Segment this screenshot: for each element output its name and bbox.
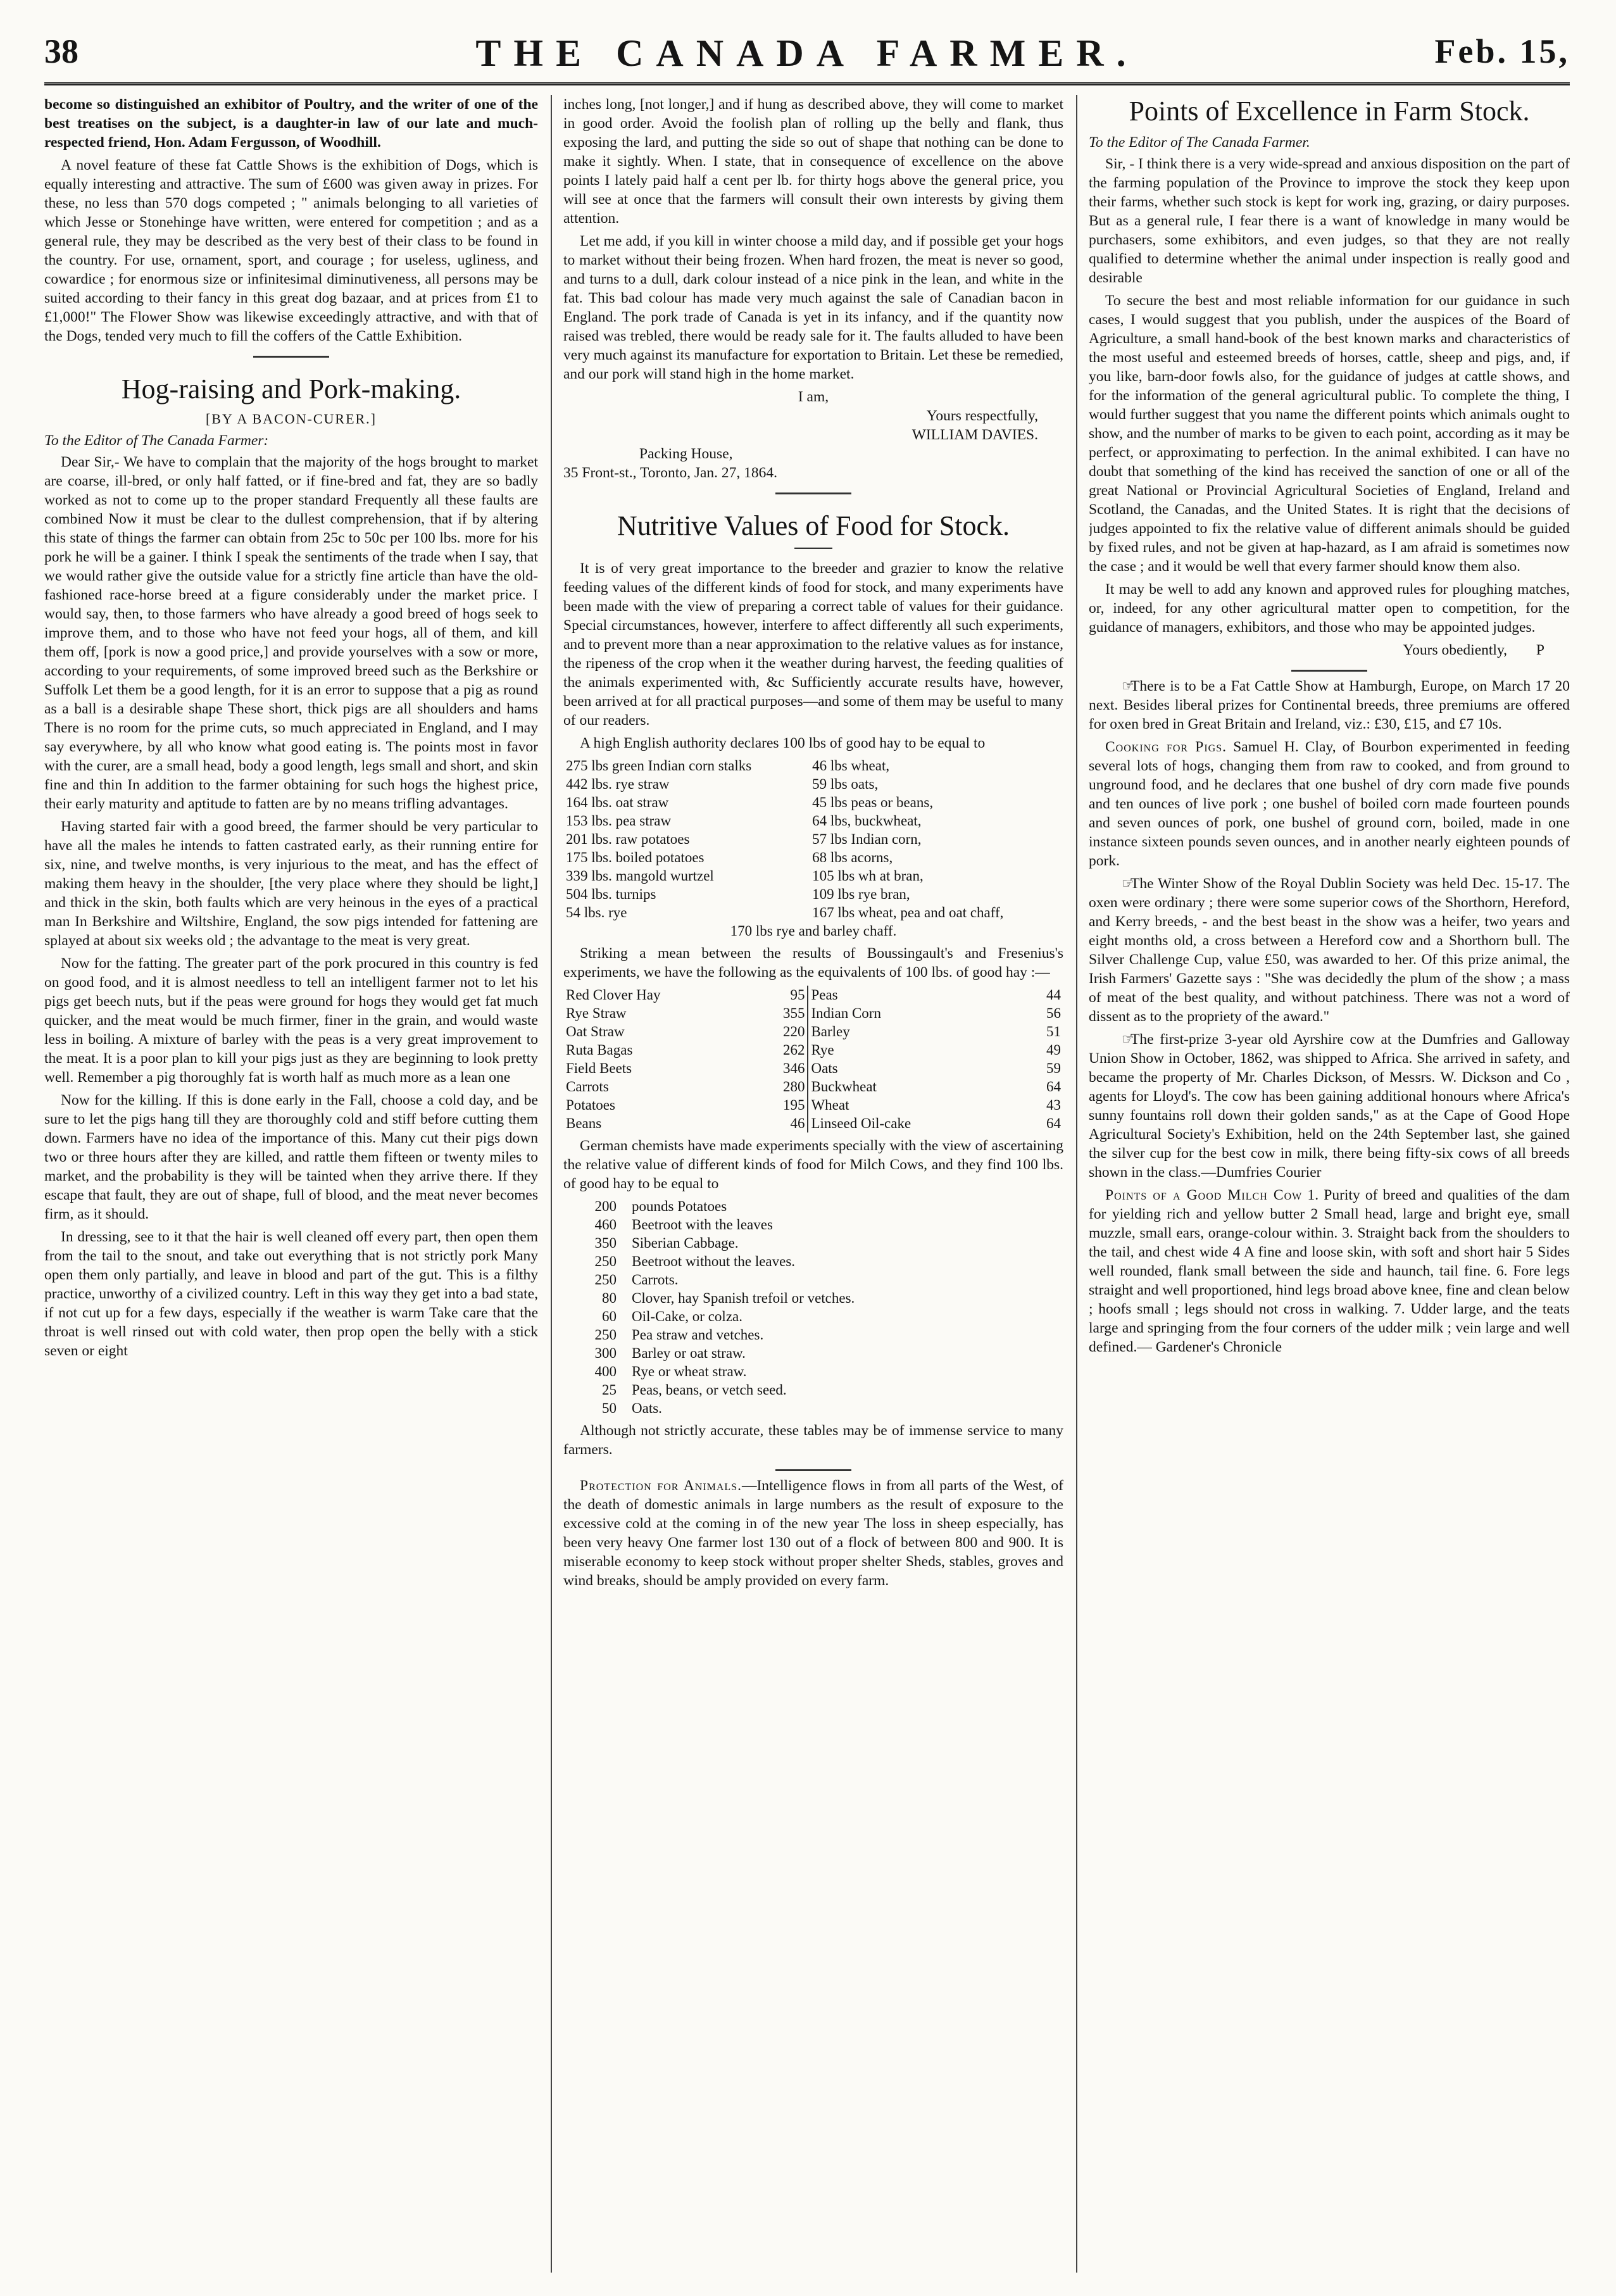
section-divider (253, 356, 329, 358)
table-cell: 300 (594, 1345, 617, 1361)
table-cell: Wheat (808, 1096, 1014, 1114)
newspaper-title: THE CANADA FARMER. (475, 32, 1139, 74)
table-cell: 350 (594, 1235, 617, 1251)
article-paragraph: Now for the fatting. The greater part of the pork procured in this country is fed on good food, and it is almost needless to tell an intelligent farmer not to let his pigs get beech nuts, but if the peas were ground for hogs they would get fat much quicker, and the meat would be much firmer, finer in the grain, and would waste less in boiling. A mixture of barley with the peas is a very great improvement to the meat. It is a poor plan to kill your pigs just as they are beginning to look pretty well. Remember a pig thoroughly fat is worth half as much more as a lean one (44, 955, 538, 1086)
article-paragraph: A high English authority declares 100 lbs of good hay to be equal to (580, 735, 986, 751)
table-cell: 46 (790, 1115, 805, 1131)
table-cell: 220 (782, 1024, 805, 1039)
table-row (563, 1197, 1063, 1215)
table-row (563, 1022, 1063, 1041)
table-cell: 167 lbs wheat, pea and oat chaff, (812, 905, 1004, 920)
table-cell: Oats. (632, 1400, 662, 1416)
table-cell: 44 (1046, 987, 1061, 1003)
letter-closing: I am, (798, 389, 829, 405)
paragraph-body: The Winter Show of the Royal Dublin Society was held Dec. 15-17. The oxen were ordinary ; there were some superior cows of the Shorthorn, Hereford, and Kerry breeds, - and the best beast in the show was a heifer, two years and eight months old, a cross between a Hereford cow and a Shorthorn bull. The Silver Challenge Cup, value £50, was awarded to her. Of this prize animal, the Irish Farmers' Gazette says : "She was decidedly the plum of the show ; a mass of meat of the best quality, and without patchiness. There was not a word of dissent as to the propriety of the award." (1089, 875, 1570, 1025)
letter-closing (1089, 641, 1570, 660)
article-paragraph (1089, 874, 1570, 1026)
table-row (563, 793, 1063, 812)
letter-closing: Yours respectfully, (926, 408, 1038, 424)
table-cell: 50 (602, 1400, 617, 1416)
table-cell: 80 (602, 1290, 617, 1306)
table-cell: 250 (594, 1253, 617, 1269)
table-cell: 49 (1046, 1042, 1061, 1058)
table-row (563, 1399, 1063, 1417)
table-cell: Barley or oat straw. (632, 1345, 746, 1361)
paragraph-lead: Protection for Animals. (580, 1477, 742, 1494)
table-cell: Potatoes (566, 1097, 615, 1113)
masthead (44, 25, 1570, 85)
letter-signature: WILLIAM DAVIES. (911, 427, 1038, 443)
table-cell: Siberian Cabbage. (632, 1235, 739, 1251)
table-cell: Red Clover Hay (566, 987, 661, 1003)
article-paragraph (1089, 1186, 1570, 1357)
article-paragraph: Dear Sir,- We have to complain that the majority of the hogs brought to market are coarse, ill-bred, or only half fatted, or if fine-bred and fat, they are so badly worked as not to come up to the proper standard Frequently all these faults are combined Now it must be clear to the dullest comprehension, that if by altering this state of things the farmer can obtain from 25c to 50c per 100 lbs. more for his pork he will be a gainer. I think I speak the sentiments of the trade when I say, that we would rather give the outside value for a strictly fine article than have the old-fashioned race-horse breed at a figure considerably under the market price. I would say, then, to those farmers who have already a good breed of hogs seek to improve them, and to those who have not feed your hogs, all of them, and kill them off, [pork is now a good price,] and provide yourselves with a sow or more, according to your requirements, of some improved breed such as the Berkshire or Suffolk Let them be a good length, for it is an error to suppose that a pig as round as a ball is a desirable shape These short, thick pigs are all shoulders and hams There is no room for the prime cuts, so much appreciated in England, and I may say everywhere, by all who know what good eating is. The points most in favor with the curer, are a small head, body a good length, legs small and short, and skin fine and thin In addition to the farmer obtaining for such hogs the highest price, their early maturity and aptitude to fatten are by no means trifling advantages. (44, 454, 538, 812)
boussingault-table (563, 986, 1063, 1132)
table-row (563, 848, 1063, 867)
table-cell: Rye or wheat straw. (632, 1364, 747, 1379)
article-paragraph: German chemists have made experiments specially with the view of ascertaining the relative value of different kinds of food for Milch Cows, and they find 100 lbs. of good hay to be equal to (563, 1138, 1063, 1192)
table-cell: 164 lbs. oat straw (566, 794, 669, 810)
table-cell: Barley (808, 1022, 1014, 1041)
table-row (563, 1059, 1063, 1077)
article-paragraph (1089, 1030, 1570, 1182)
table-cell: 56 (1046, 1005, 1061, 1021)
table-cell: 153 lbs. pea straw (566, 813, 672, 829)
table-footnote: 170 lbs rye and barley chaff. (730, 923, 897, 939)
byline: [BY A BACON-CURER.] (205, 411, 377, 427)
table-cell: 109 lbs rye bran, (812, 886, 910, 902)
table-cell: 46 lbs wheat, (812, 758, 890, 774)
page-number: 38 (44, 32, 78, 70)
table-cell: Beans (566, 1115, 602, 1131)
letter-address: Packing House, (639, 446, 733, 462)
hay-equivalents-table (563, 756, 1063, 922)
salutation: To the Editor of The Canada Farmer: (44, 432, 269, 449)
table-cell: 346 (782, 1060, 805, 1076)
pointing-hand-icon: ☞ (1122, 875, 1134, 891)
column-rule (551, 95, 552, 2273)
table-row (563, 1004, 1063, 1022)
article-paragraph: To secure the best and most reliable information for our guidance in such cases, I would suggest that you publish, under the auspices of the Board of Agriculture, a small hand-book of the best known marks and characteristics of the most useful and esteemed breeds of horses, cattle, sheep and pigs, and, if you like, barn-door fowls also, for the guidance of judges at cattle shows, and for the information of the general agricultural public. To complete the thing, I would further suggest that you name the different points which animals ought to show, and the number of marks to be given to each point, according as it may be perfect, or approximating to perfection. In the animal exhibited. I can have no doubt that something of the kind has received the sanction of one or all of the great National or Provincial Agricultural Societies of England, Ireland and Scotland, the Canadas, and the United States. It is right that the decisions of judges appointed to fix the relative value of different animals should be guided by fixed rules, and not be given at hap-hazard, as I am afraid is sometimes now the case ; and it would be well that every farmer should know them also. (1089, 292, 1570, 575)
table-row (563, 1307, 1063, 1326)
table-cell: 68 lbs acorns, (812, 850, 893, 865)
table-cell: 460 (594, 1217, 617, 1233)
table-cell: 95 (790, 987, 805, 1003)
table-row (563, 885, 1063, 903)
table-row (563, 1114, 1063, 1132)
section-divider (794, 548, 832, 549)
section-divider (1291, 670, 1367, 672)
table-cell: 504 lbs. turnips (566, 886, 656, 902)
table-cell: Pea straw and vetches. (632, 1327, 764, 1343)
article-paragraph (563, 1476, 1063, 1590)
table-cell: 201 lbs. raw potatoes (566, 831, 690, 847)
table-cell: 25 (602, 1382, 617, 1398)
table-cell: 59 (1046, 1060, 1061, 1076)
paragraph-body: 1. Purity of breed and qualities of the dam for yielding rich and yellow butter 2 Small head, large and bright eye, small muzzle, small ears, orange-colour within. 3. Straight back from the shoulders to the tail, and chest wide 4 A fine and loose skin, with soft and short hair 5 Sides well rounded, flank small between the side and haunch, tail fine. 6. Fore legs straight and well proportioned, hind legs broad above knee, fine and clean below ; hoofs small ; legs should not cross in walking. 7. Udder large, and the teats large and springing from the four corners of the udder milk ; vein large and well defined.— Gardener's Chronicle (1089, 1187, 1570, 1355)
table-row (563, 1041, 1063, 1059)
table-cell: Ruta Bagas (566, 1042, 633, 1058)
table-cell: Oat Straw (566, 1024, 625, 1039)
article-paragraph: Striking a mean between the results of Boussingault's and Fresenius's experiments, we have the following as the equivalents of 100 lbs. of good hay :— (563, 945, 1063, 981)
table-row (563, 1234, 1063, 1252)
article-paragraph: Having started fair with a good breed, the farmer should be very particular to have all the males he intends to fatten castrated early, as their running entire for six, nine, and twelve months, is very injurious to the meat, and has the effect of making them heavy in the shoulder, [the very place where they should be light,] and thick in the skin, both faults which are very heinous in the eyes of a practical man In Berkshire and Wiltshire, England, the sow pigs intended for fattening are splayed at about six weeks old ; the advantage to the meat is very great. (44, 819, 538, 949)
article-paragraph: In dressing, see to it that the hair is well cleaned off every part, then open them from the tail to the snout, and take out everything that is not strictly pork Many open them only partially, and leave in blood and part of the gut. This is a filthy practice, unworthy of a civilized country. Left in this way they get into a bad state, if not cut up for a few days, especially if the weather is warm Take care that the throat is well rinsed out with cold water, then prop open the belly with a stick seven or eight (44, 1229, 538, 1359)
column-3 (1089, 95, 1570, 2273)
table-cell: 175 lbs. boiled potatoes (566, 850, 705, 865)
table-cell: 59 lbs oats, (812, 776, 879, 792)
table-row (563, 1077, 1063, 1096)
table-cell: 64 lbs, buckwheat, (812, 813, 922, 829)
table-cell: pounds Potatoes (632, 1198, 727, 1214)
article-paragraph: It may be well to add any known and approved rules for ploughing matches, or, indeed, for any other agricultural matter open to competition, for the guidance of managers, exhibitors, and those who may be appointed judges. (1089, 581, 1570, 636)
article-heading: Hog-raising and Pork-making. (121, 373, 461, 405)
table-row (563, 1096, 1063, 1114)
table-cell: Beetroot with the leaves (632, 1217, 773, 1233)
pointing-hand-icon: ☞ (1122, 678, 1134, 694)
table-row (563, 1362, 1063, 1381)
article-paragraph: Let me add, if you kill in winter choose a mild day, and if possible get your hogs to market without their being frozen. When hard frozen, the meat is never so good, and turns to a dull, dark colour instead of a nice pink in the lean, and white in the fat. This bad colour has made very much against the sale of Canadian bacon in England. The pork trade of Canada is yet in its infancy, and if the quantity now raised was trebled, there would be ready sale for it. The faults alluded to have been very much against its manufacture for exportation to Britain. Let these be remedied, and our pork will stand high in the home market. (563, 233, 1063, 382)
closing-text: Yours obediently, (1403, 642, 1508, 658)
column-1 (44, 95, 538, 2273)
article-heading: Points of Excellence in Farm Stock. (1129, 96, 1530, 127)
milch-cow-table (563, 1197, 1063, 1417)
table-cell: Rye (808, 1041, 1014, 1059)
salutation: To the Editor of The Canada Farmer. (1089, 134, 1310, 151)
table-cell: Oil-Cake, or colza. (632, 1308, 742, 1324)
table-row (563, 756, 1063, 775)
table-cell: 250 (594, 1272, 617, 1288)
issue-date: Feb. 15, (1434, 32, 1570, 70)
paragraph-body: Samuel H. Clay, of Bourbon experimented in feeding several lots of hogs, changing them from raw to cooked, and from ground to unground food, and he declares that one bushel of dry corn made five pounds and ten ounces of live pork ; one bushel of boiled corn made fourteen pounds and seven ounces of pork, one bushel of ground corn, boiled, made in one instance sixteen pounds seven ounces, and in another nearly eighteen pounds of pork. (1089, 739, 1570, 869)
table-cell: 200 (594, 1198, 617, 1214)
paragraph-lead: Cooking for Pigs. (1105, 739, 1227, 755)
table-cell: 64 (1046, 1115, 1061, 1131)
article-paragraph: A novel feature of these fat Cattle Shows is the exhibition of Dogs, which is equally interesting and attractive. The sum of £600 was given away in prizes. For these, no less than 570 dogs competed ; " animals belonging to all varieties of which Jesse or Stonehinge have written, were entered for competition ; and as a general rule, they may be described as the very best of their class to be found in the country. For use, ornament, sport, and courage ; for useless, ugliness, and cowardice ; for enormous size or infinitesimal diminutiveness, all persons may be suited according to their fancy in this great dog bazaar, and at prices from £1 to £1,000!" The Flower Show was likewise exceedingly attractive, and with that of the Dogs, tended very much to fill the coffers of the Cattle Exhibition. (44, 157, 538, 344)
table-cell: Beetroot without the leaves. (632, 1253, 796, 1269)
article-heading: Nutritive Values of Food for Stock. (617, 510, 1010, 541)
article-paragraph: Now for the killing. If this is done early in the Fall, choose a cold day, and be sure to let the pigs hang till they are thoroughly cold and stiff before cutting them down. Farmers have no idea of the importance of this. Many cut their pigs down two or three hours after they are killed, and rattle them fifteen or twenty miles to market, and the probability is they will be tainted when they arrive there. If they escape that fault, they are out of shape, full of blood, and the meat never becomes firm, as it should. (44, 1092, 538, 1222)
table-row (563, 903, 1063, 922)
table-cell: 442 lbs. rye straw (566, 776, 670, 792)
table-row (563, 812, 1063, 830)
table-cell: 43 (1046, 1097, 1061, 1113)
letter-address: 35 Front-st., Toronto, Jan. 27, 1864. (563, 465, 778, 481)
pointing-hand-icon: ☞ (1122, 1031, 1134, 1047)
table-cell: 64 (1046, 1079, 1061, 1095)
table-cell: Oats (808, 1059, 1014, 1077)
table-cell: 355 (782, 1005, 805, 1021)
table-row (563, 830, 1063, 848)
article-paragraph: It is of very great importance to the breeder and grazier to know the relative feeding values of the different kinds of food for stock, and many experiments have been made with the view of preparing a correct table of values for their guidance. Special circumstances, however, interfere to affect differently all such experiments, and to prevent more than a near approximation to the relative values as for instance, the ripeness of the crop when it the weather during harvest, the feeding qualities of the animals experimented with, &c Sufficiently accurate results have, however, been arrived at for all practical purposes—and some of them may be useful to many of our readers. (563, 560, 1063, 729)
table-cell: 60 (602, 1308, 617, 1324)
table-row (563, 1252, 1063, 1270)
article-paragraph (1089, 677, 1570, 734)
paragraph-body: —Intelligence flows in from all parts of the West, of the death of domestic animals in large numbers as the result of exposure to the excessive cold at the coming in of the new year The loss in sheep especially, has been very heavy One farmer lost 130 out of a flock of between 800 and 900. It is miserable economy to keep stock without proper shelter Sheds, stables, groves and wind breaks, should be amply provided on every farm. (563, 1477, 1063, 1589)
table-cell: 339 lbs. mangold wurtzel (566, 868, 714, 884)
table-cell: 400 (594, 1364, 617, 1379)
article-paragraph: Although not strictly accurate, these tables may be of immense service to many farmers. (563, 1422, 1063, 1458)
table-cell: Linseed Oil-cake (808, 1114, 1014, 1132)
table-row (563, 986, 1063, 1004)
table-cell: Carrots (566, 1079, 609, 1095)
table-cell: Field Beets (566, 1060, 632, 1076)
closing-initial: P (1536, 642, 1544, 658)
paragraph-body: There is to be a Fat Cattle Show at Hamburgh, Europe, on March 17 20 next. Besides liberal prizes for Continental breeds, three premiums are offered for oxen bred in Great Britain and Ireland, viz.: £30, £15, and £7 10s. (1089, 678, 1570, 732)
table-cell: Indian Corn (808, 1004, 1014, 1022)
table-cell: 54 lbs. rye (566, 905, 627, 920)
section-divider (775, 1469, 851, 1471)
paragraph-body: The first-prize 3-year old Ayrshire cow at the Dumfries and Galloway Union Show in October, 1862, was shipped to Africa. She arrived in safety, and became the property of Mr. Charles Dickson, of Messrs. W. Dickson and Co , agents for Lloyd's. The cow has been gaining additional honours where Africa's sunny fountains roll down their golden sands," as at the Cape of Good Hope Agricultural Society's Exhibition, held on the 24th September last, she gained the silver cup for the best cow in milk, there being fifty-six cows of all breeds shown in the class.—Dumfries Courier (1089, 1031, 1570, 1181)
column-2 (563, 95, 1063, 2273)
table-cell: 262 (782, 1042, 805, 1058)
table-row (563, 867, 1063, 885)
table-cell: 57 lbs Indian corn, (812, 831, 922, 847)
table-cell: Peas, beans, or vetch seed. (632, 1382, 787, 1398)
table-cell: 280 (782, 1079, 805, 1095)
table-cell: Clover, hay Spanish trefoil or vetches. (632, 1290, 855, 1306)
table-cell: 275 lbs green Indian corn stalks (566, 758, 752, 774)
table-row (563, 1215, 1063, 1234)
article-paragraph: inches long, [not longer,] and if hung as described above, they will come to market in good order. Avoid the foolish plan of rolling up the belly and flank, thus exposing the lard, and putting the side so out of shape that nothing can be done to make it sightly. When. I state, that in consequence of excellence on the above points I lately paid half a cent per lb. for thirty hogs above the general price, you will see at once that the farmers will consult their own interests by giving them attention. (563, 96, 1063, 227)
table-cell: Peas (808, 986, 1014, 1004)
table-cell: 51 (1046, 1024, 1061, 1039)
article-paragraph: Sir, - I think there is a very wide-spread and anxious disposition on the part of the farming population of the Province to improve the stock they keep upon their farms, whether such stock is kept for work ing, grazing, or dairy purposes. But as a general rule, I fear there is a want of knowledge in many would be purchasers, some exhibitors, and even judges, so that they are not really qualified to determine whether the animal under inspection is really good and desirable (1089, 156, 1570, 286)
table-row (563, 1344, 1063, 1362)
table-row (563, 1381, 1063, 1399)
article-paragraph: become so distinguished an exhibitor of Poultry, and the writer of one of the best treatises on the subject, is a daughter-in law of our late and much-respected friend, Hon. Adam Fergusson, of Woodhill. (44, 96, 538, 151)
section-divider (775, 492, 851, 494)
table-row (563, 1289, 1063, 1307)
table-cell: Carrots. (632, 1272, 679, 1288)
table-cell: 45 lbs peas or beans, (812, 794, 934, 810)
table-cell: 105 lbs wh at bran, (812, 868, 924, 884)
table-row (563, 775, 1063, 793)
table-cell: Rye Straw (566, 1005, 627, 1021)
table-row (563, 1270, 1063, 1289)
column-rule (1076, 95, 1077, 2273)
table-cell: Buckwheat (808, 1077, 1014, 1096)
table-cell: 250 (594, 1327, 617, 1343)
table-cell: 195 (782, 1097, 805, 1113)
paragraph-lead: Points of a Good Milch Cow (1105, 1187, 1303, 1203)
table-row (563, 1326, 1063, 1344)
article-paragraph (1089, 737, 1570, 870)
